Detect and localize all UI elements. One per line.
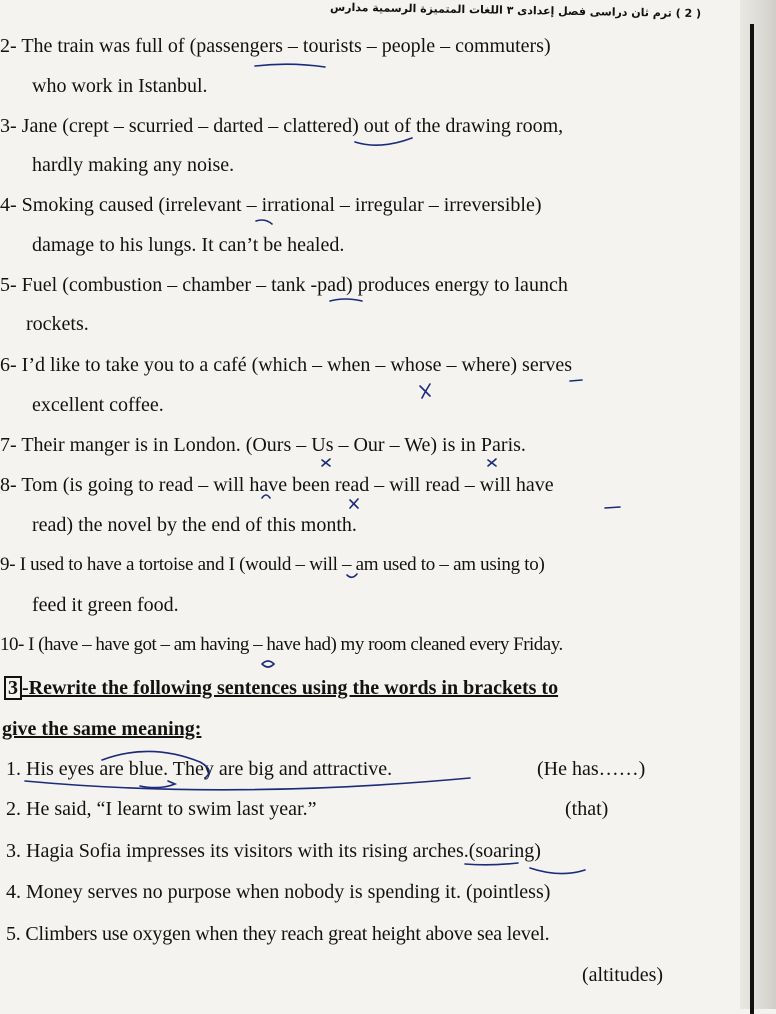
item-sentence: His eyes are blue. They are big and attractive. bbox=[26, 758, 393, 780]
question-4-cont: damage to his lungs. It can’t be healed. bbox=[32, 234, 345, 256]
question-number: 5- bbox=[0, 274, 17, 296]
question-8 bbox=[0, 472, 554, 498]
question-number: 7- bbox=[0, 434, 17, 456]
page-header: ( 2 ) ترم ثان دراسى فصل إعدادى ٣ اللغات المتميزة الرسمية مدارس bbox=[329, 0, 702, 21]
rewrite-item-4 bbox=[6, 879, 550, 905]
dash-mark-8 bbox=[605, 507, 620, 508]
rewrite-hint-1: (He has……) bbox=[537, 758, 646, 780]
question-text: Jane (crept – scurried – darted – clattered) out of the drawing room, bbox=[21, 115, 564, 137]
question-3 bbox=[0, 113, 563, 139]
item-sentence: Money serves no purpose when nobody is spending it. bbox=[26, 881, 461, 903]
rewrite-item-3 bbox=[6, 838, 541, 864]
question-number: 4- bbox=[0, 194, 17, 216]
question-text: Smoking caused (irrelevant – irrational – irregular – irreversible) bbox=[21, 194, 542, 216]
question-text: I’d like to take you to a café (which – when – whose – where) serves bbox=[21, 354, 573, 376]
question-text: I (have – have got – am having – have had) my room cleaned every Friday. bbox=[28, 634, 563, 655]
circle-mark-10 bbox=[262, 661, 274, 667]
underline-crept bbox=[355, 138, 412, 145]
question-2 bbox=[0, 33, 551, 59]
section-title-line2: give the same meaning: bbox=[2, 718, 202, 740]
question-number: 3- bbox=[0, 115, 17, 137]
question-5 bbox=[0, 272, 568, 298]
x-mark-6 bbox=[420, 384, 430, 398]
question-text: Their manger is in London. (Ours – Us – Our – We) is in Paris. bbox=[21, 434, 526, 456]
question-7 bbox=[0, 432, 526, 458]
question-text: I used to have a tortoise and I (would – will – am used to – am using to) bbox=[19, 554, 545, 575]
page-edge bbox=[740, 0, 776, 1009]
rewrite-item-2 bbox=[6, 796, 316, 822]
item-number: 3. bbox=[6, 840, 21, 862]
item-sentence: Climbers use oxygen when they reach great height above sea level. bbox=[25, 923, 550, 945]
x-mark-7b bbox=[488, 459, 496, 466]
question-text: Tom (is going to read – will have been read – will read – will have bbox=[21, 474, 554, 496]
rewrite-item-5 bbox=[6, 921, 549, 947]
rewrite-hint-2: (that) bbox=[565, 798, 609, 820]
underline-commuters bbox=[255, 64, 325, 67]
mark-irrelevant bbox=[256, 220, 272, 224]
item-hint: (soaring) bbox=[468, 840, 541, 862]
item-hint: (pointless) bbox=[465, 881, 551, 903]
question-6 bbox=[0, 352, 572, 378]
question-number: 6- bbox=[0, 354, 17, 376]
section-title-line1: -Rewrite the following sentences using the words in brackets to bbox=[22, 677, 559, 699]
underline-tank bbox=[330, 299, 362, 301]
question-text: The train was full of (passengers – tourists – people – commuters) bbox=[21, 35, 551, 57]
curve-soaring bbox=[530, 868, 585, 874]
section-title bbox=[4, 675, 558, 701]
question-10 bbox=[0, 632, 563, 658]
frame-border bbox=[750, 24, 754, 1014]
item-number: 5. bbox=[6, 923, 21, 945]
question-8-cont: read) the novel by the end of this month. bbox=[32, 514, 357, 536]
question-number: 10- bbox=[0, 634, 24, 655]
x-mark-7a bbox=[322, 459, 330, 466]
question-3-cont: hardly making any noise. bbox=[32, 154, 235, 176]
dash-mark-6 bbox=[570, 380, 582, 381]
question-9-cont: feed it green food. bbox=[32, 594, 179, 616]
question-text: Fuel (combustion – chamber – tank -pad) produces energy to launch bbox=[21, 274, 568, 296]
item-sentence: He said, “I learnt to swim last year.” bbox=[26, 798, 317, 820]
item-sentence: Hagia Sofia impresses its visitors with its rising arches. bbox=[26, 840, 469, 862]
question-5-cont: rockets. bbox=[26, 313, 89, 335]
question-number: 2- bbox=[0, 35, 17, 57]
item-number: 1. bbox=[6, 758, 21, 780]
rewrite-item-1 bbox=[6, 756, 392, 782]
item-number: 2. bbox=[6, 798, 21, 820]
question-number: 8- bbox=[0, 474, 17, 496]
rewrite-hint-5: (altitudes) bbox=[582, 964, 664, 986]
question-2-cont: who work in Istanbul. bbox=[32, 75, 208, 97]
section-number-box: 3 bbox=[4, 676, 22, 700]
question-number: 9- bbox=[0, 554, 16, 575]
item-number: 4. bbox=[6, 881, 21, 903]
question-6-cont: excellent coffee. bbox=[32, 394, 164, 416]
x-mark-8 bbox=[350, 499, 358, 508]
question-4 bbox=[0, 192, 541, 218]
question-9 bbox=[0, 552, 544, 578]
